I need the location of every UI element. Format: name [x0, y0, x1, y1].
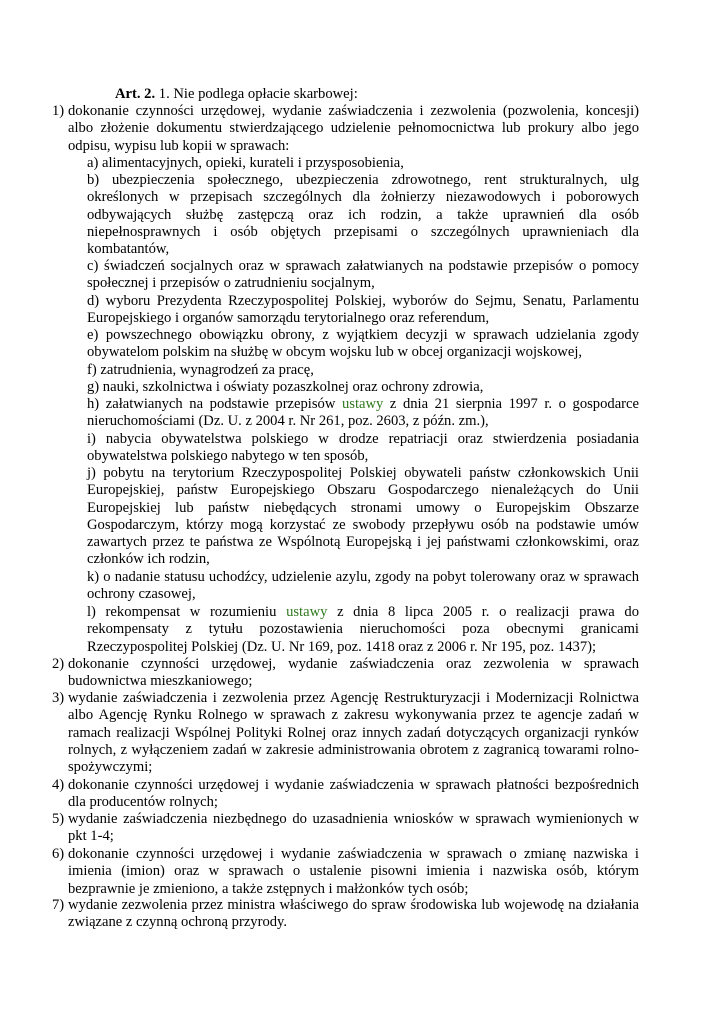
article-number: Art. 2.: [115, 86, 156, 102]
article-intro: 1. Nie podlega opłacie skarbowej:: [155, 86, 358, 102]
item-text: wydanie zaświadczenia niezbędnego do uzasadnienia wniosków w sprawach wymienionych w pkt 1-4;: [68, 811, 639, 845]
item-text: wydanie zezwolenia przez ministra właściwego do spraw środowiska lub wojewodę na działania związane z czynną ochroną przyrody.: [68, 897, 639, 931]
subitem-c: c) świadczeń socjalnych oraz w sprawach załatwianych na podstawie przepisów o pomocy społecznej i przepisów o zatrudnieniu socjalnym,: [87, 258, 639, 292]
item-text: dokonanie czynności urzędowej i wydanie zaświadczenia w sprawach płatności bezpośrednich dla producentów rolnych;: [68, 777, 639, 811]
subitem-f: f) zatrudnienia, wynagrodzeń za pracę,: [87, 362, 314, 378]
item-text: dokonanie czynności urzędowej, wydanie zaświadczenia i zezwolenia (pozwolenia, koncesji) albo złożenie dokumentu stwierdzającego udzielenie pełnomocnictwa lub prokury albo jego odpisu, wypisu lub kopii w sprawach:: [68, 103, 639, 154]
list-item-5: [52, 811, 639, 846]
list-item-3: [52, 690, 639, 776]
item-number: 7): [52, 897, 65, 913]
item-number: 5): [52, 811, 65, 827]
item-number: 2): [52, 656, 65, 672]
list-item-1: [52, 103, 639, 155]
item-number: 4): [52, 777, 65, 793]
item-text: wydanie zaświadczenia i zezwolenia przez Agencję Restrukturyzacji i Modernizacji Rolnictwa albo Agencję Rynku Rolnego w sprawach z zakresu wykonywania przez te agencje zadań w ramach realizacji Wspólnej Polityki Rolnej oraz innych zadań dotyczących organizacji rynków rolnych, z wyłączeniem zadań w zakresie administrowania obrotem z zagranicą towarami rolno-spożywczymi;: [68, 690, 639, 776]
subitem-h-text-cont: z dnia 21 sierpnia 1997 r. o gospodarce nieruchomościami (Dz. U. z 2004 r. Nr 261, poz. 2603, z późn. zm.),: [87, 396, 639, 430]
subitem-k: k) o nadanie statusu uchodźcy, udzielenie azylu, zgody na pobyt tolerowany oraz w sprawach ochrony czasowej,: [87, 569, 639, 603]
list-item-7: [52, 897, 639, 932]
subitem-j: j) pobytu na terytorium Rzeczypospolitej Polskiej obywateli państw członkowskich Unii Europejskiej, państw Europejskiego Obszaru Gospodarczego nienależących do Unii Europejskiej lub państw niebędących stronami umowy o Europejskim Obszarze Gospodarczym, którzy mogą korzystać ze swobody przepływu osób na podstawie umów zawartych przez te państwa ze Wspólnotą Europejską i jej państwami członkowskimi, oraz członków ich rodzin,: [87, 465, 639, 568]
subitem-h-text: h) załatwianych na podstawie przepisów: [87, 396, 342, 412]
subitem-l: [87, 604, 639, 656]
subitem-i: i) nabycia obywatelstwa polskiego w drodze repatriacji oraz stwierdzenia posiadania obywatelstwa polskiego nabytego w ten sposób,: [87, 431, 639, 465]
subitem-d: d) wyboru Prezydenta Rzeczypospolitej Polskiej, wyborów do Sejmu, Senatu, Parlamentu Europejskiego i organów samorządu terytorialnego oraz referendum,: [87, 293, 639, 327]
list-item-2: [52, 656, 639, 691]
list-item-6: [52, 846, 639, 898]
subitem-b: b) ubezpieczenia społecznego, ubezpieczenia zdrowotnego, rent strukturalnych, ulg określonych w przepisach szczególnych dla żołnierzy niezawodowych i poborowych odbywających służbę zastępczą oraz ich rodzin, a także uprawnień dla osób niepełnosprawnych i osób objętych przepisami o szczególnych uprawnieniach dla kombatantów,: [87, 172, 639, 258]
item-number: 6): [52, 846, 65, 862]
subitem-a: a) alimentacyjnych, opieki, kurateli i przysposobienia,: [87, 155, 404, 171]
ustawy-link[interactable]: ustawy: [341, 396, 384, 412]
list-item-4: [52, 777, 639, 812]
subitem-e: e) powszechnego obowiązku obrony, z wyjątkiem decyzji w sprawach udzielania zgody obywatelom polskim na służbę w obcym wojsku lub w obcej organizacji wojskowej,: [87, 327, 639, 361]
ustawy-link[interactable]: ustawy: [286, 604, 328, 620]
subitem-h: [87, 396, 639, 431]
subitem-l-text: l) rekompensat w rozumieniu: [87, 604, 287, 620]
item-number: 3): [52, 690, 65, 706]
item-number: 1): [52, 103, 65, 119]
item-text: dokonanie czynności urzędowej, wydanie zaświadczenia oraz zezwolenia w sprawach budownictwa mieszkaniowego;: [68, 656, 639, 690]
item-text: dokonanie czynności urzędowej i wydanie zaświadczenia w sprawach o zmianę nazwiska i imienia (imion) oraz w sprawach o ustalenie pisowni imienia i nazwiska osób, którym bezprawnie je zmieniono, a także zstępnych i małżonków tych osób;: [68, 846, 639, 897]
subitem-l-text-cont: z dnia 8 lipca 2005 r. o realizacji prawa do rekompensaty z tytułu pozostawienia nieruchomości poza obecnymi granicami Rzeczypospolitej Polskiej (Dz. U. Nr 169, poz. 1418 oraz z 2006 r. Nr 195, poz. 1437);: [87, 604, 639, 655]
article-heading: [115, 86, 358, 103]
subitem-g: g) nauki, szkolnictwa i oświaty pozaszkolnej oraz ochrony zdrowia,: [87, 379, 484, 395]
